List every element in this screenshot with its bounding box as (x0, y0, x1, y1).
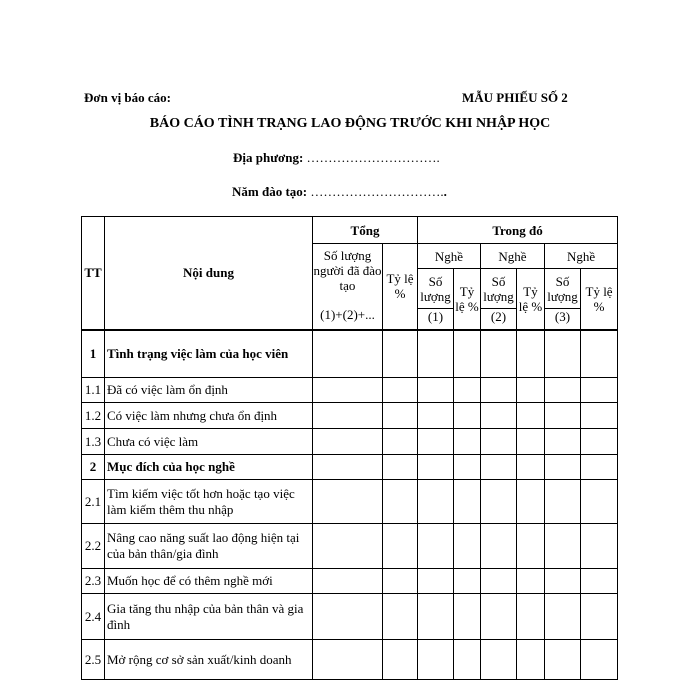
empty-cell[interactable] (313, 429, 383, 455)
row-content: Gia tăng thu nhập của bản thân và gia đình (105, 594, 313, 640)
header-tt: TT (82, 217, 105, 330)
empty-cell[interactable] (545, 330, 581, 378)
row-content: Muốn học để có thêm nghề mới (105, 569, 313, 594)
empty-cell[interactable] (517, 455, 545, 480)
header-count-3: Số lượng (545, 269, 581, 309)
empty-cell[interactable] (418, 429, 454, 455)
empty-cell[interactable] (383, 330, 418, 378)
row-number: 2 (82, 455, 105, 480)
empty-cell[interactable] (313, 378, 383, 403)
row-content: Mục đích của học nghề (105, 455, 313, 480)
empty-cell[interactable] (383, 429, 418, 455)
row-content: Chưa có việc làm (105, 429, 313, 455)
empty-cell[interactable] (481, 403, 517, 429)
empty-cell[interactable] (313, 524, 383, 569)
empty-cell[interactable] (418, 524, 454, 569)
empty-cell[interactable] (545, 524, 581, 569)
empty-cell[interactable] (418, 330, 454, 378)
empty-cell[interactable] (517, 378, 545, 403)
training-year-label: Năm đào tạo: (232, 184, 308, 199)
table-row (82, 429, 618, 455)
row-number: 1.3 (82, 429, 105, 455)
table-row (82, 403, 618, 429)
empty-cell[interactable] (313, 330, 383, 378)
empty-cell[interactable] (383, 640, 418, 680)
empty-cell[interactable] (581, 378, 618, 403)
empty-cell[interactable] (454, 569, 481, 594)
empty-cell[interactable] (383, 524, 418, 569)
row-number: 2.5 (82, 640, 105, 680)
table-row (82, 455, 618, 480)
empty-cell[interactable] (313, 480, 383, 524)
empty-cell[interactable] (581, 429, 618, 455)
row-content: Nâng cao năng suất lao động hiện tại của bản thân/gia đình (105, 524, 313, 569)
empty-cell[interactable] (454, 429, 481, 455)
empty-cell[interactable] (545, 640, 581, 680)
row-content: Mở rộng cơ sở sản xuất/kinh doanh (105, 640, 313, 680)
report-title: BÁO CÁO TÌNH TRẠNG LAO ĐỘNG TRƯỚC KHI NHẬP HỌC (149, 116, 551, 131)
empty-cell[interactable] (383, 480, 418, 524)
row-number: 2.3 (82, 569, 105, 594)
header-rate-1: Tỷ lệ % (454, 269, 481, 330)
header-num-2: (2) (481, 309, 517, 330)
empty-cell[interactable] (481, 569, 517, 594)
empty-cell[interactable] (517, 403, 545, 429)
row-content: Đã có việc làm ổn định (105, 378, 313, 403)
empty-cell[interactable] (313, 455, 383, 480)
locality-label: Địa phương: (233, 150, 304, 165)
empty-cell[interactable] (383, 378, 418, 403)
empty-cell[interactable] (581, 455, 618, 480)
row-number: 2.1 (82, 480, 105, 524)
empty-cell[interactable] (418, 378, 454, 403)
empty-cell[interactable] (383, 569, 418, 594)
empty-cell[interactable] (545, 378, 581, 403)
training-year-dots: …………………………. (307, 184, 444, 199)
table-row (82, 378, 618, 403)
row-number: 1.2 (82, 403, 105, 429)
table-row (82, 480, 618, 524)
empty-cell[interactable] (517, 429, 545, 455)
training-year-end: . (443, 184, 447, 199)
row-number: 1 (82, 330, 105, 378)
empty-cell[interactable] (545, 594, 581, 640)
row-content: Tìm kiếm việc tốt hơn hoặc tạo việc làm kiếm thêm thu nhập (105, 480, 313, 524)
report-table (81, 216, 618, 680)
header-rate-3: Tỷ lệ % (581, 269, 618, 330)
empty-cell[interactable] (517, 330, 545, 378)
empty-cell[interactable] (454, 640, 481, 680)
empty-cell[interactable] (454, 524, 481, 569)
row-number: 1.1 (82, 378, 105, 403)
header-of-which: Trong đó (418, 217, 618, 244)
training-year-line (232, 184, 447, 200)
empty-cell[interactable] (545, 429, 581, 455)
table-row (82, 330, 618, 378)
header-count-1: Số lượng (418, 269, 454, 309)
empty-cell[interactable] (581, 403, 618, 429)
empty-cell[interactable] (454, 403, 481, 429)
header-count-2: Số lượng (481, 269, 517, 309)
empty-cell[interactable] (545, 403, 581, 429)
header-rate-2: Tỷ lệ % (517, 269, 545, 330)
empty-cell[interactable] (481, 455, 517, 480)
empty-cell[interactable] (418, 594, 454, 640)
empty-cell[interactable] (418, 455, 454, 480)
empty-cell[interactable] (313, 569, 383, 594)
empty-cell[interactable] (454, 594, 481, 640)
empty-cell[interactable] (581, 524, 618, 569)
empty-cell[interactable] (383, 403, 418, 429)
empty-cell[interactable] (313, 594, 383, 640)
header-count-trained-text: Số lượng người đã đào tạo (313, 248, 382, 293)
empty-cell[interactable] (383, 594, 418, 640)
empty-cell[interactable] (545, 569, 581, 594)
header-total-rate: Tỷ lệ % (383, 244, 418, 330)
empty-cell[interactable] (581, 640, 618, 680)
empty-cell[interactable] (481, 524, 517, 569)
locality-dots: …………………………. (303, 150, 440, 165)
empty-cell[interactable] (418, 480, 454, 524)
empty-cell[interactable] (581, 594, 618, 640)
empty-cell[interactable] (517, 569, 545, 594)
reporting-unit-label: Đơn vị báo cáo: (84, 90, 172, 105)
empty-cell[interactable] (454, 480, 481, 524)
header-occupation-1: Nghề (418, 244, 481, 269)
row-number: 2.2 (82, 524, 105, 569)
table-row (82, 640, 618, 680)
header-occupation-2: Nghề (481, 244, 545, 269)
empty-cell[interactable] (454, 455, 481, 480)
empty-cell[interactable] (313, 403, 383, 429)
empty-cell[interactable] (517, 594, 545, 640)
header-occupation-3: Nghề (545, 244, 618, 269)
header-count-formula: (1)+(2)+... (320, 307, 375, 322)
header-num-3: (3) (545, 309, 581, 330)
empty-cell[interactable] (481, 640, 517, 680)
empty-cell[interactable] (313, 640, 383, 680)
empty-cell[interactable] (581, 569, 618, 594)
table-row (82, 594, 618, 640)
empty-cell[interactable] (581, 480, 618, 524)
table-row (82, 524, 618, 569)
empty-cell[interactable] (418, 569, 454, 594)
locality-line (233, 150, 440, 166)
empty-cell[interactable] (481, 378, 517, 403)
header-total: Tổng (313, 217, 418, 244)
empty-cell[interactable] (517, 480, 545, 524)
row-number: 2.4 (82, 594, 105, 640)
empty-cell[interactable] (581, 330, 618, 378)
empty-cell[interactable] (545, 455, 581, 480)
header-count-trained (313, 244, 383, 330)
header-content: Nội dung (105, 217, 313, 330)
table-row (82, 569, 618, 594)
empty-cell[interactable] (454, 330, 481, 378)
empty-cell[interactable] (418, 403, 454, 429)
empty-cell[interactable] (383, 455, 418, 480)
empty-cell[interactable] (545, 480, 581, 524)
row-content: Tình trạng việc làm của học viên (105, 330, 313, 378)
empty-cell[interactable] (418, 640, 454, 680)
empty-cell[interactable] (481, 594, 517, 640)
empty-cell[interactable] (481, 480, 517, 524)
row-content: Có việc làm nhưng chưa ổn định (105, 403, 313, 429)
empty-cell[interactable] (517, 640, 545, 680)
header-num-1: (1) (418, 309, 454, 330)
form-number: MẪU PHIẾU SỐ 2 (462, 90, 568, 105)
empty-cell[interactable] (517, 524, 545, 569)
empty-cell[interactable] (481, 429, 517, 455)
empty-cell[interactable] (481, 330, 517, 378)
empty-cell[interactable] (454, 378, 481, 403)
